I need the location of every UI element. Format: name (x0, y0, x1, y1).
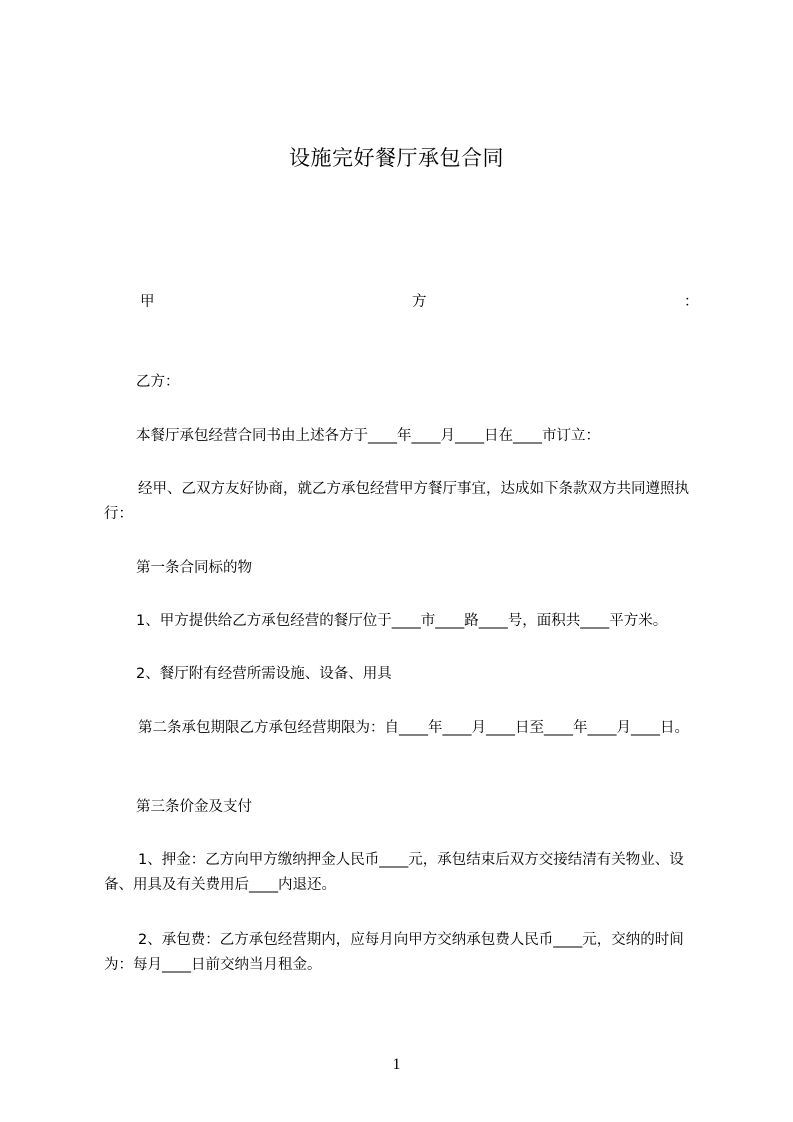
party-a-colon: ： (684, 294, 699, 310)
party-a-label-char1: 甲 (140, 294, 155, 310)
article-1-item-1: 1、甲方提供给乙方承包经营的餐厅位于____市____路____号，面积共____平方米。 (136, 613, 668, 629)
contract-intro: 本餐厅承包经营合同书由上述各方于____年____月____日在____市订立： (136, 428, 600, 444)
article-1-title: 第一条合同标的物 (136, 560, 252, 576)
article-3-title: 第三条价金及支付 (136, 799, 252, 815)
party-a-label-char2: 方 (412, 294, 427, 310)
document-title: 设施完好餐厅承包合同 (289, 146, 504, 170)
party-b-label: 乙方： (136, 374, 180, 390)
negotiation-paragraph: 经甲、乙双方友好协商，就乙方承包经营甲方餐厅事宜，达成如下条款双方共同遵照执行： (104, 481, 689, 522)
article-2-paragraph: 第二条承包期限乙方承包经营期限为：自____年____月____日至____年____月____日。 (138, 720, 689, 736)
article-1-item-2: 2、餐厅附有经营所需设施、设备、用具 (136, 666, 392, 682)
article-3-item-2: 2、承包费：乙方承包经营期内，应每月向甲方交纳承包费人民币____元，交纳的时间为：每月____日前交纳当月租金。 (104, 932, 684, 973)
page-number: 1 (392, 1056, 401, 1073)
article-3-item-1: 1、押金：乙方向甲方缴纳押金人民币____元，承包结束后双方交接结清有关物业、设备、用具及有关费用后____内退还。 (104, 852, 684, 893)
